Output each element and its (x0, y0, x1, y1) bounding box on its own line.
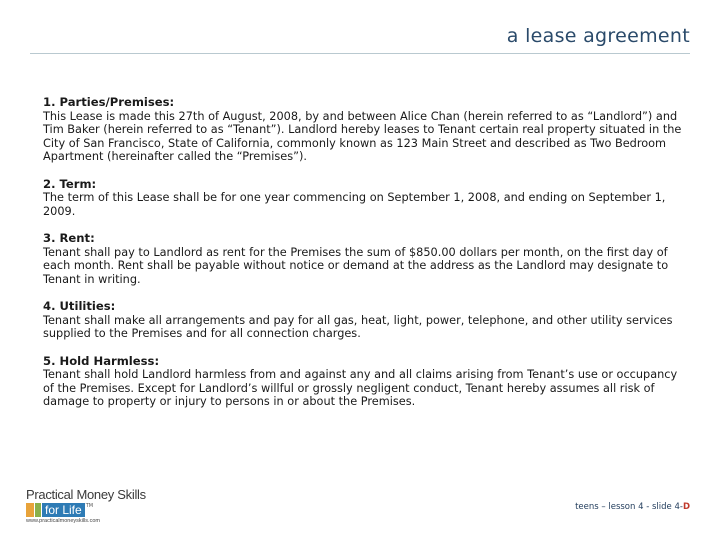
section-rent (43, 232, 683, 286)
section-body: This Lease is made this 27th of August, 2008, by and between Alice Chan (herein referred to as “Landlord”) and Tim Baker (herein referred to as “Tenant”). Landlord hereby leases to Tenant certain real property situated in the City of San Francisco, State of California, commonly known as 123 Main Street and described as Two Bedroom Apartment (hereinafter called the “Premises”). (43, 109, 682, 163)
logo-tagline: for Life (42, 503, 85, 517)
logo-green-block (35, 503, 41, 517)
slide-title: a lease agreement (506, 25, 690, 47)
logo-title: Practical Money Skills (26, 487, 146, 502)
section-body: Tenant shall hold Landlord harmless from and against any and all claims arising from Tenant’s use or occupancy of the Premises. Except for Landlord’s willful or grossly negligent conduct, Tenant hereby assumes all risk of damage to property or injury to persons in or about the Premises. (43, 368, 678, 408)
section-body: Tenant shall pay to Landlord as rent for the Premises the sum of $850.00 dollars per month, on the first day of each month. Rent shall be payable without notice or demand at the address as the Landlord may designate to Tenant in writing. (43, 245, 669, 286)
logo-tagline-row (26, 503, 166, 517)
section-term (43, 178, 683, 219)
footer-text: teens – lesson 4 - slide 4- (575, 502, 683, 512)
section-utilities (43, 300, 683, 341)
slide-footer (575, 502, 690, 512)
title-divider (30, 53, 690, 54)
section-heading: 4. Utilities: (43, 299, 116, 313)
logo-url: www.practicalmoneyskills.com (26, 518, 100, 524)
section-heading: 3. Rent: (43, 231, 95, 245)
logo-trademark: TM (85, 503, 94, 509)
practical-money-skills-logo (26, 488, 166, 528)
section-hold-harmless (43, 355, 683, 409)
section-heading: 5. Hold Harmless: (43, 353, 160, 368)
section-body: Tenant shall make all arrangements and pay for all gas, heat, light, power, telephone, and other utility services supplied to the Premises and for all connection charges. (43, 313, 673, 340)
logo-orange-block (26, 503, 34, 517)
section-body: The term of this Lease shall be for one year commencing on September 1, 2008, and ending on September 1, 2009. (43, 191, 666, 218)
footer-letter: D (682, 502, 690, 512)
section-heading: 1. Parties/Premises: (43, 95, 175, 109)
lease-content (43, 96, 683, 423)
section-parties (43, 96, 683, 164)
section-heading: 2. Term: (43, 176, 97, 191)
